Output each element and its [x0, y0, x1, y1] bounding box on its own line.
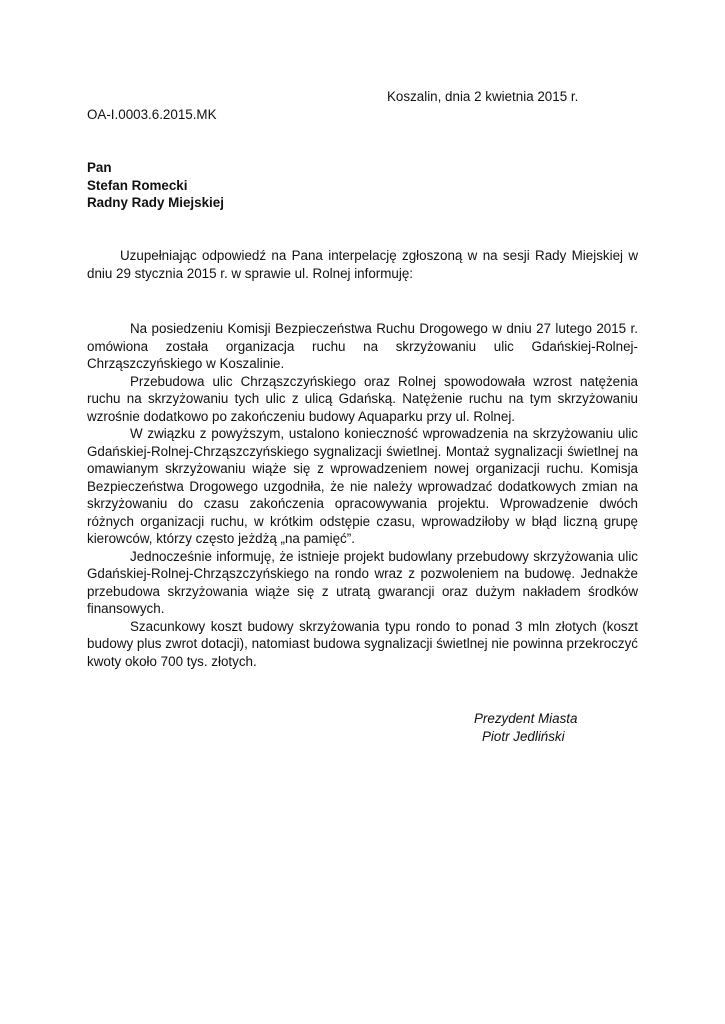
addressee-name: Stefan Romecki	[87, 177, 188, 193]
place-and-date: Koszalin, dnia 2 kwietnia 2015 r.	[387, 89, 579, 104]
signature-title: Prezydent Miasta	[474, 711, 578, 726]
addressee-block	[87, 159, 224, 212]
intro-paragraph: Uzupełniając odpowiedź na Pana interpelację zgłoszoną w na sesji Rady Miejskiej w dniu 29 stycznia 2015 r. w sprawie ul. Rolnej informuję:	[87, 248, 638, 281]
signature-block	[474, 710, 577, 745]
signature-name: Piotr Jedliński	[482, 728, 565, 744]
body-paragraph: Szacunkowy koszt budowy skrzyżowania typu rondo to ponad 3 mln złotych (koszt budowy plus zwrot dotacji), natomiast budowa sygnalizacji świetlnej nie powinna przekroczyć kwoty około 700 tys. złotych.	[87, 618, 638, 669]
letter-body	[87, 320, 638, 670]
addressee-position: Radny Rady Miejskiej	[87, 195, 224, 210]
body-paragraph: Na posiedzeniu Komisji Bezpieczeństwa Ruchu Drogowego w dniu 27 lutego 2015 r. omówiona została organizacja ruchu na skrzyżowaniu ulic Gdańskiej-Rolnej-Chrząszczyńskiego w Koszalinie.	[87, 321, 638, 371]
reference-number: OA-I.0003.6.2015.MK	[87, 107, 217, 122]
body-paragraph: W związku z powyższym, ustalono konieczność wprowadzenia na skrzyżowaniu ulic Gdańskiej-Rolnej-Chrząszczyńskiego sygnalizacji świetlnej. Montaż sygnalizacji świetlnej na omawianym skrzyżowaniu wiąże się z wprowadzeniem nowej organizacji ruchu. Komisja Bezpieczeństwa Drogowego uzgodniła, że nie należy wprowadzać dodatkowych zmian na skrzyżowaniu do czasu zakończenia opracowywania projektu. Wprowadzenie dwóch różnych organizacji ruchu, w krótkim odstępie czasu, wprowadziłoby w błąd liczną grupę kierowców, którzy często jeżdżą „na pamięć”.	[87, 426, 638, 546]
body-paragraph: Przebudowa ulic Chrząszczyńskiego oraz Rolnej spowodowała wzrost natężenia ruchu na skrzyżowaniu tych ulic z ulicą Gdańską. Natężenie ruchu na tym skrzyżowaniu wzrośnie dodatkowo po zakończeniu budowy Aquaparku przy ul. Rolnej.	[87, 373, 638, 424]
body-paragraph: Jednocześnie informuję, że istnieje projekt budowlany przebudowy skrzyżowania ulic Gdańskiej-Rolnej-Chrząszczyńskiego na rondo wraz z pozwoleniem na budowę. Jednakże przebudowa skrzyżowania wiąże się z utratą gwarancji oraz dużym nakładem środków finansowych.	[87, 548, 638, 616]
addressee-salutation: Pan	[87, 160, 112, 175]
